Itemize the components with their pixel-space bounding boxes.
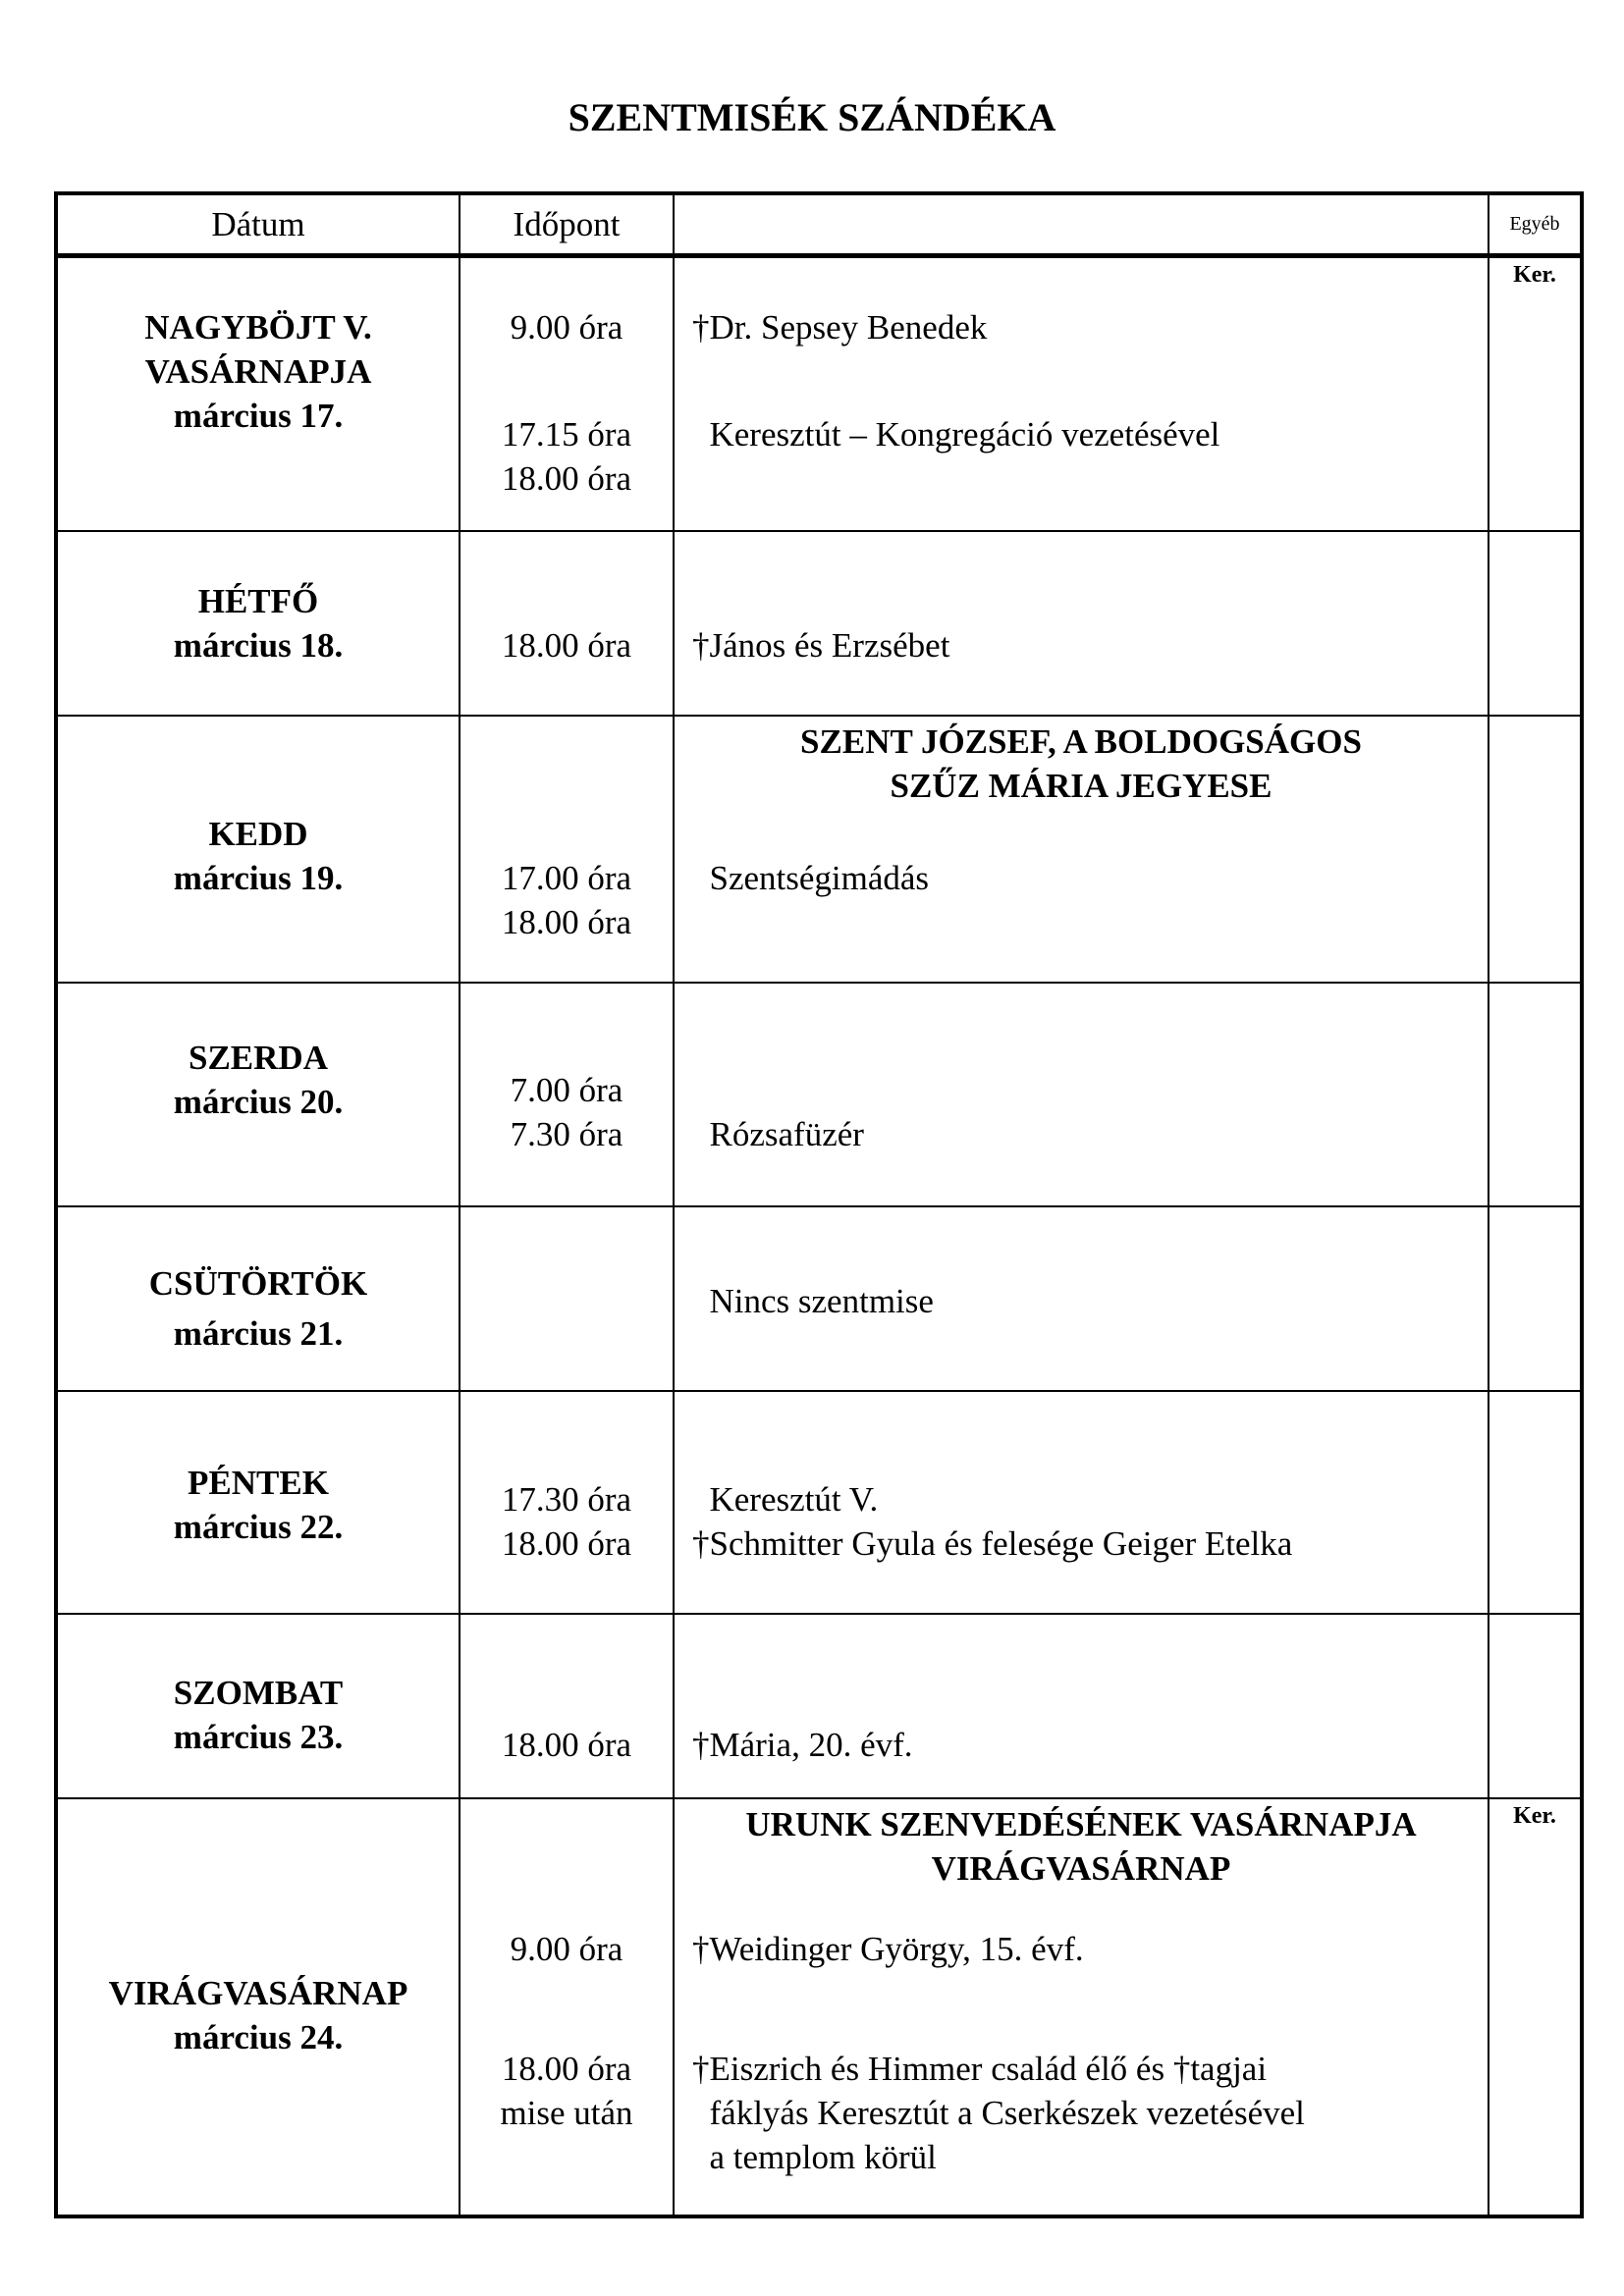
intent-cell <box>674 1614 1489 1798</box>
day-name: VIRÁGVASÁRNAP <box>108 1973 408 2012</box>
time-cell <box>460 983 674 1206</box>
time-value: 18.00 óra <box>501 459 632 498</box>
time-value: 7.30 óra <box>510 1114 623 1153</box>
intent-line: †Mária, 20. évf. <box>692 1725 913 1764</box>
table-row <box>56 716 1582 983</box>
other-cell <box>1489 983 1582 1206</box>
intent-line: Nincs szentmise <box>692 1281 934 1320</box>
table-row <box>56 983 1582 1206</box>
page-title: SZENTMISÉK SZÁNDÉKA <box>568 95 1056 139</box>
date-cell <box>56 256 460 531</box>
time-value: 17.30 óra <box>501 1479 632 1519</box>
date-cell <box>56 1391 460 1614</box>
time-value: 17.15 óra <box>501 415 632 454</box>
time-value: 18.00 óra <box>501 902 632 941</box>
ker-note: Ker. <box>1513 262 1556 288</box>
intent-cell <box>674 983 1489 1206</box>
intent-cell <box>674 1206 1489 1391</box>
intent-line: †Weidinger György, 15. évf. <box>692 1929 1084 1968</box>
header-time: Időpont <box>460 193 674 256</box>
intent-cell <box>674 716 1489 983</box>
date-label: március 18. <box>173 625 344 665</box>
ker-note: Ker. <box>1513 1802 1556 1829</box>
other-cell <box>1489 531 1582 716</box>
other-cell <box>1489 1614 1582 1798</box>
date-label: március 23. <box>173 1717 344 1756</box>
intent-line: Szentségimádás <box>692 858 930 897</box>
day-name: VASÁRNAPJA <box>144 352 372 391</box>
feast-heading: SZŰZ MÁRIA JEGYESE <box>890 766 1272 805</box>
time-cell <box>460 256 674 531</box>
day-name: CSÜTÖRTÖK <box>148 1263 368 1303</box>
table-row <box>56 1798 1582 2216</box>
header-date: Dátum <box>56 193 460 256</box>
time-value: 18.00 óra <box>501 1725 632 1764</box>
day-name: PÉNTEK <box>188 1463 329 1502</box>
feast-heading: SZENT JÓZSEF, A BOLDOGSÁGOS <box>800 721 1362 761</box>
time-cell <box>460 716 674 983</box>
intent-cell <box>674 256 1489 531</box>
intent-line: †Dr. Sepsey Benedek <box>692 308 988 347</box>
intent-line: Keresztút – Kongregáció vezetésével <box>692 415 1220 454</box>
other-cell <box>1489 1798 1582 2216</box>
intent-cell <box>674 1798 1489 2216</box>
time-cell <box>460 1206 674 1391</box>
day-name: SZOMBAT <box>173 1673 344 1712</box>
other-cell <box>1489 256 1582 531</box>
intent-line: †János és Erzsébet <box>692 625 950 665</box>
day-name: HÉTFŐ <box>197 581 319 620</box>
intent-line: fáklyás Keresztút a Cserkészek vezetésével <box>692 2093 1305 2132</box>
intent-line: a templom körül <box>692 2137 937 2176</box>
table-row <box>56 1206 1582 1391</box>
date-label: március 22. <box>173 1507 344 1546</box>
mass-intentions-table <box>54 191 1584 2218</box>
time-value: 18.00 óra <box>501 2049 632 2088</box>
table-row <box>56 531 1582 716</box>
other-cell <box>1489 1391 1582 1614</box>
time-cell <box>460 1798 674 2216</box>
feast-heading: VIRÁGVASÁRNAP <box>931 1848 1231 1888</box>
intent-line: †Eiszrich és Himmer család élő és †tagjai <box>692 2049 1268 2088</box>
time-cell <box>460 1391 674 1614</box>
other-cell <box>1489 1206 1582 1391</box>
time-cell <box>460 531 674 716</box>
header-other: Egyéb <box>1489 193 1582 256</box>
date-cell <box>56 1798 460 2216</box>
date-label: március 21. <box>173 1313 344 1353</box>
header-intent <box>674 193 1489 256</box>
day-name: NAGYBÖJT V. <box>144 308 372 347</box>
other-cell <box>1489 716 1582 983</box>
table-header-row <box>56 193 1582 256</box>
date-cell <box>56 531 460 716</box>
table-row <box>56 1614 1582 1798</box>
intent-line: †Schmitter Gyula és felesége Geiger Etelka <box>692 1523 1293 1563</box>
time-value: 9.00 óra <box>510 308 623 347</box>
date-label: március 19. <box>173 858 344 897</box>
date-cell <box>56 983 460 1206</box>
feast-heading: URUNK SZENVEDÉSÉNEK VASÁRNAPJA <box>745 1804 1417 1843</box>
time-value: 9.00 óra <box>510 1929 623 1968</box>
time-note: mise után <box>500 2093 633 2132</box>
day-name: SZERDA <box>189 1038 328 1077</box>
time-value: 18.00 óra <box>501 625 632 665</box>
date-cell <box>56 716 460 983</box>
day-name: KEDD <box>208 814 308 853</box>
date-label: március 20. <box>173 1082 344 1121</box>
date-cell <box>56 1206 460 1391</box>
time-value: 18.00 óra <box>501 1523 632 1563</box>
time-cell <box>460 1614 674 1798</box>
intent-cell <box>674 531 1489 716</box>
intent-line: Rózsafüzér <box>692 1114 864 1153</box>
date-label: március 17. <box>173 397 344 435</box>
table-row <box>56 1391 1582 1614</box>
date-cell <box>56 1614 460 1798</box>
time-value: 17.00 óra <box>501 858 632 897</box>
intent-cell <box>674 1391 1489 1614</box>
intent-line: Keresztút V. <box>692 1479 879 1519</box>
table-row <box>56 256 1582 531</box>
date-label: március 24. <box>173 2017 344 2056</box>
time-value: 7.00 óra <box>510 1070 623 1109</box>
